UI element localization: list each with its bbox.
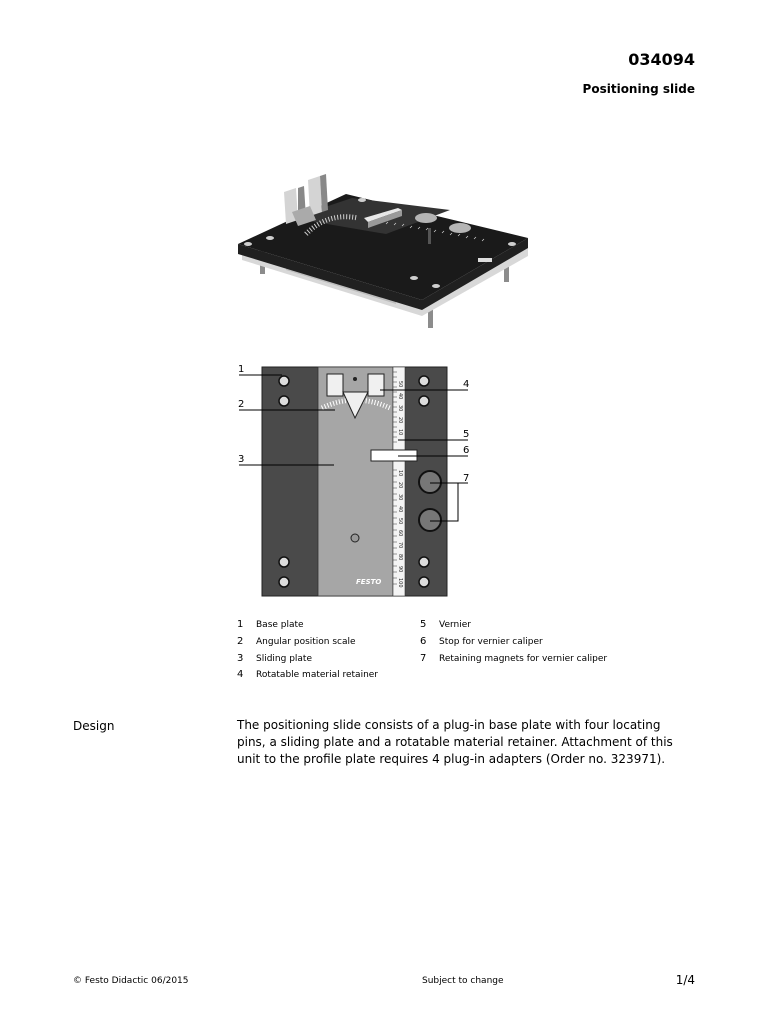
vernier-label: 70: [397, 542, 403, 549]
vernier-label: 60: [397, 530, 403, 537]
callout-number: 4: [463, 379, 470, 390]
legend-number: 6: [420, 636, 427, 647]
design-paragraph: The positioning slide consists of a plug-in base plate with four locating pins, a sliding plate and a rotatable material retainer. Attachment of this unit to the profile plate requires 4 plug-in adapters (Order no. 323971).: [237, 718, 673, 766]
legend-number: 7: [420, 653, 427, 664]
vernier-label: 100: [397, 578, 403, 588]
vernier-label: 40: [397, 393, 403, 400]
vernier-label: 10: [397, 429, 403, 436]
callout-number: 6: [463, 445, 470, 456]
legend-text: Sliding plate: [256, 654, 312, 664]
footer-copyright: © Festo Didactic 06/2015: [73, 976, 189, 986]
legend-number: 5: [420, 619, 427, 630]
legend-text: Vernier: [439, 620, 471, 630]
product-photo: [236, 172, 530, 332]
vernier-label: 30: [397, 494, 403, 501]
legend-text: Angular position scale: [256, 637, 356, 647]
vernier-label: 80: [397, 554, 403, 561]
callout-number: 5: [463, 429, 470, 440]
vernier-label: 50: [397, 381, 403, 388]
callout-number: 1: [238, 364, 245, 375]
vernier-label: 30: [397, 405, 403, 412]
callout-number: 3: [238, 454, 245, 465]
callout-number: 7: [463, 473, 470, 484]
legend-number: 3: [237, 653, 244, 664]
legend-text: Retaining magnets for vernier caliper: [439, 654, 608, 664]
footer-notice: Subject to change: [422, 976, 504, 986]
vernier-label: 90: [397, 566, 403, 573]
legend-text: Stop for vernier caliper: [439, 637, 543, 647]
brand-logo: FESTO: [356, 578, 382, 586]
callout-number: 2: [238, 399, 245, 410]
vernier-label: 10: [397, 470, 403, 477]
section-label: Design: [73, 719, 115, 733]
vernier-label: 50: [397, 518, 403, 525]
legend-number: 1: [237, 619, 244, 630]
legend-text: Rotatable material retainer: [256, 670, 379, 680]
document-number: 034094: [628, 50, 695, 69]
vernier-label: 40: [397, 506, 403, 513]
legend-number: 4: [237, 669, 244, 680]
technical-drawing: [232, 358, 472, 602]
legend-number: 2: [237, 636, 244, 647]
vernier-label: 20: [397, 417, 403, 424]
page-number: 1/4: [675, 973, 695, 987]
legend-text: Base plate: [256, 620, 304, 630]
vernier-label: 20: [397, 482, 403, 489]
document-title: Positioning slide: [582, 82, 695, 96]
